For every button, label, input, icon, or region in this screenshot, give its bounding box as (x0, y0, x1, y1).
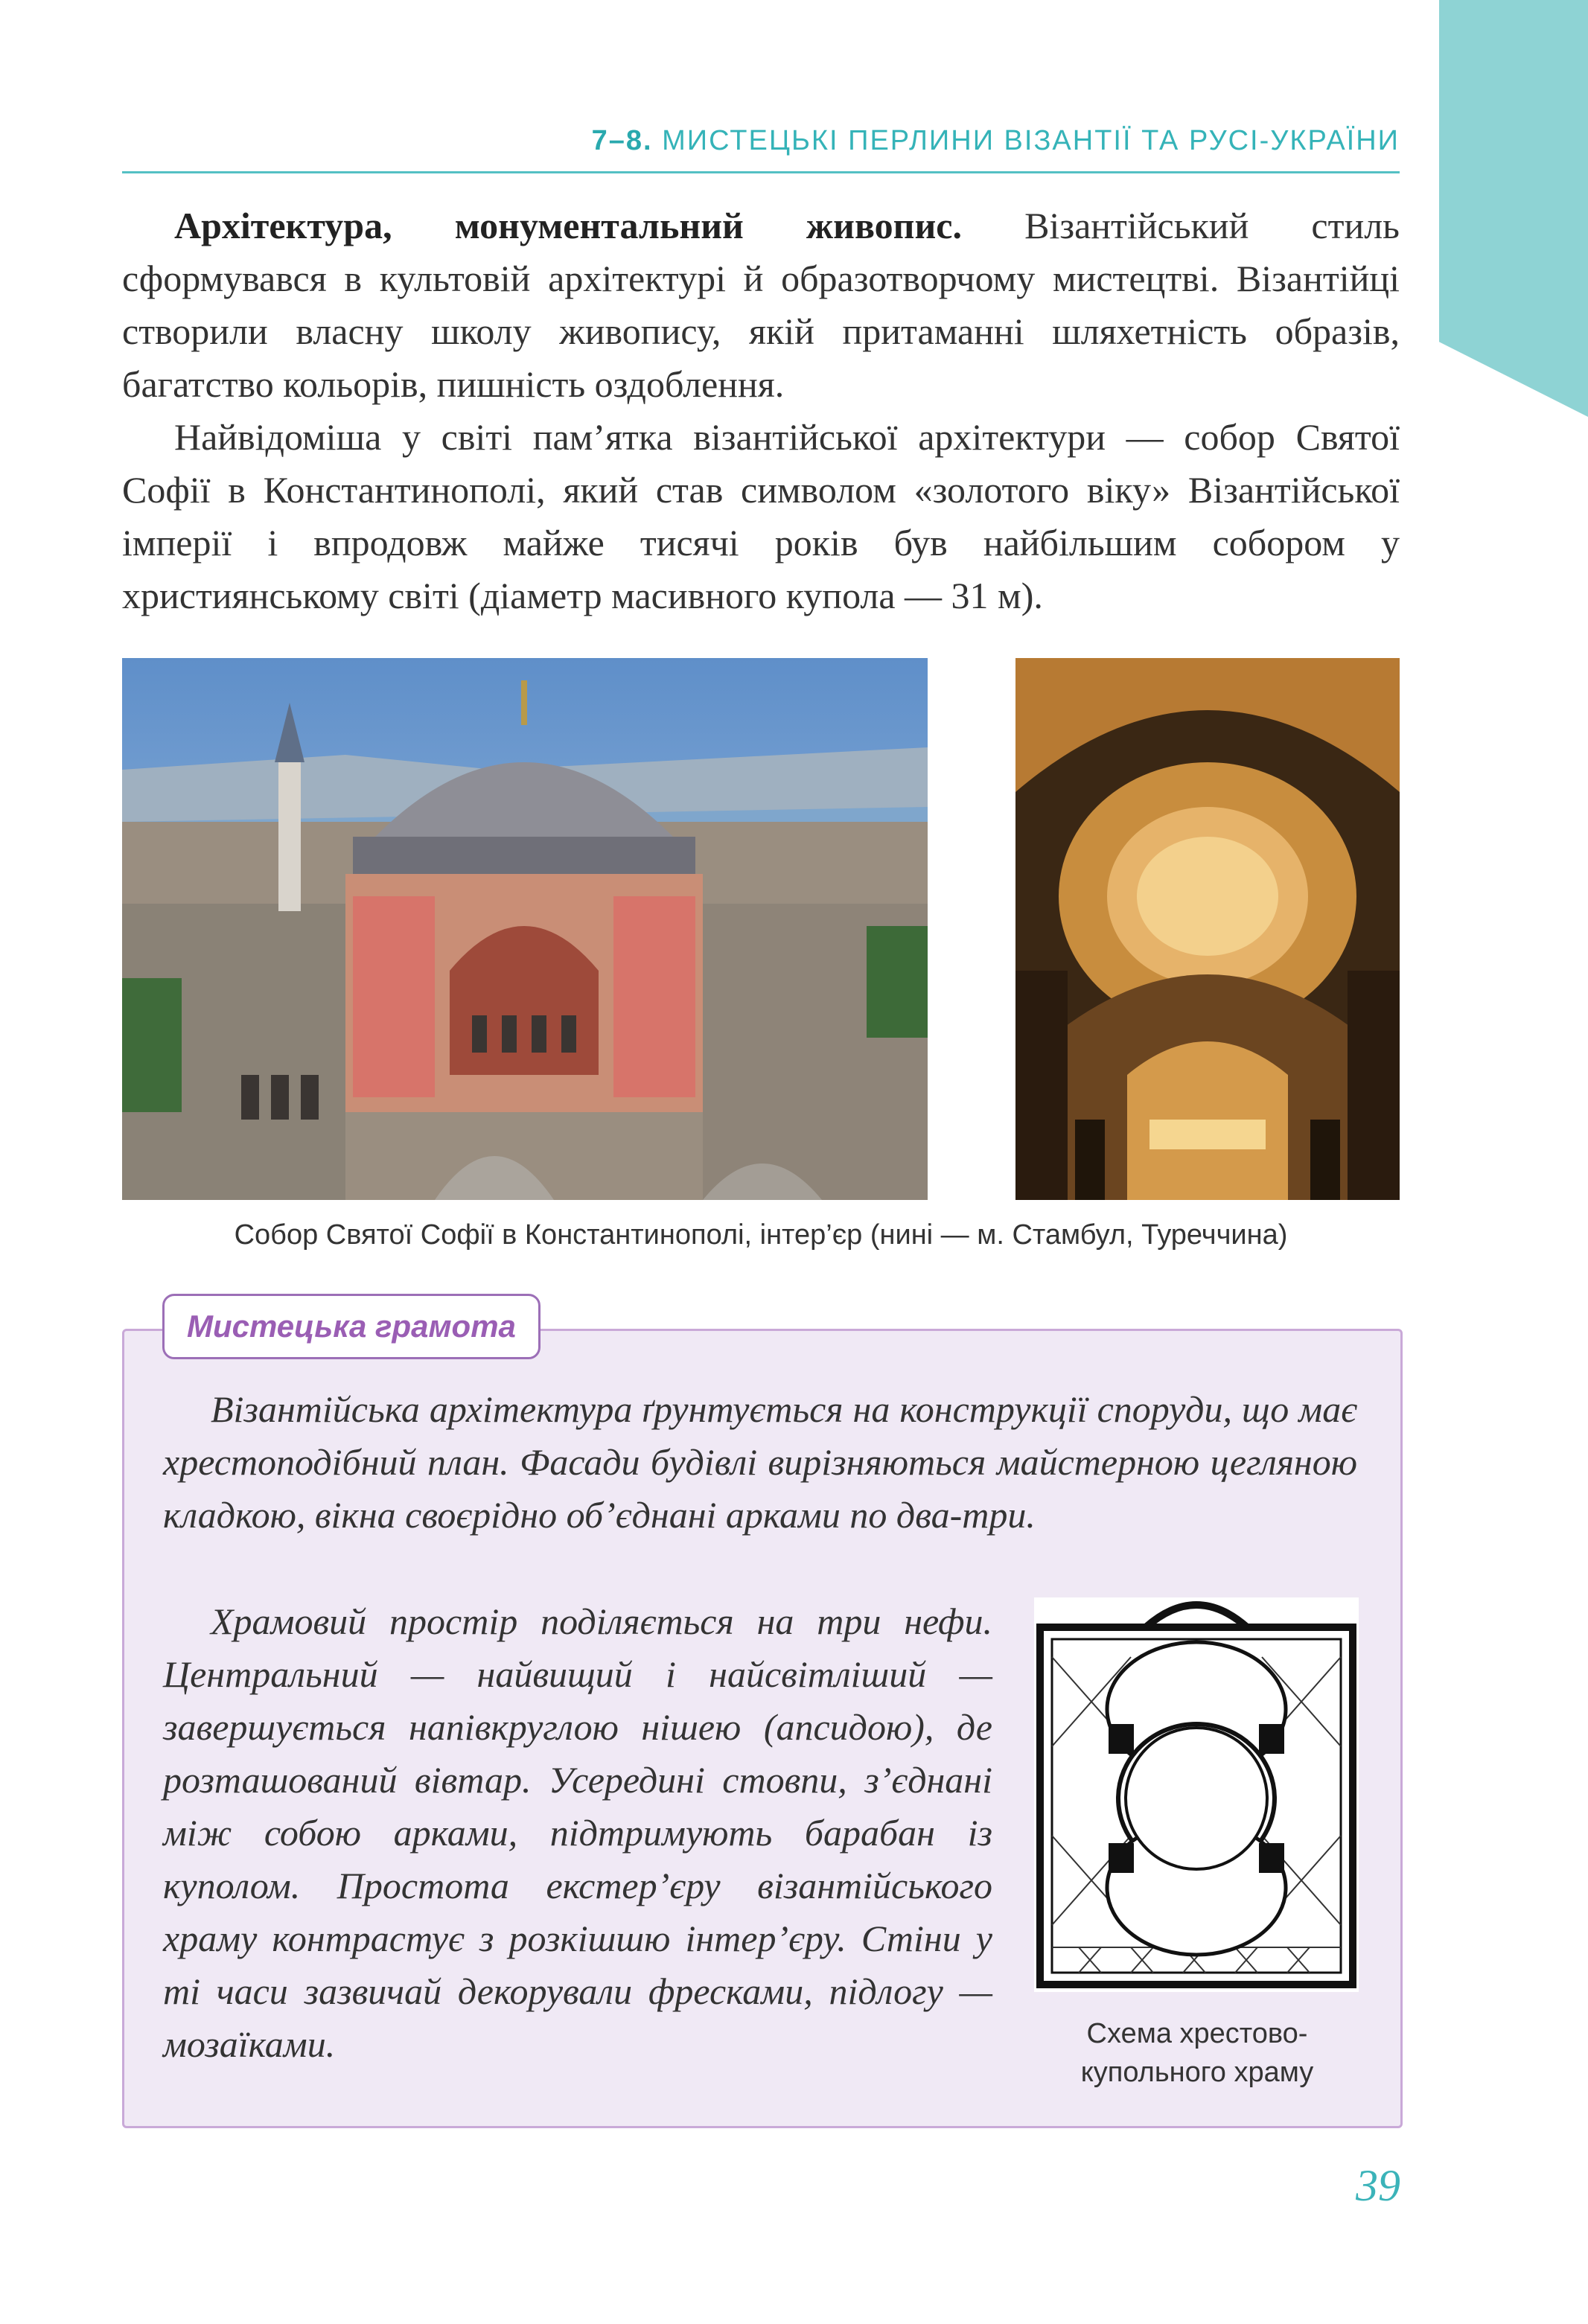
page-number: 39 (1356, 2161, 1400, 2210)
intro-paragraph-1 (122, 199, 1400, 411)
intro-paragraph-1-text: Візантійський стиль сформувався в культовій архітектурі й образотворчому мистецтві. Візантійці створили власну школу живопису, якій притаманні шляхетність образів, багатство кольорів, пишність оздоблення. (122, 205, 1400, 405)
box-paragraph-2: Храмовий простір поділяється на три нефи. Центральний — найвищий і найсвітліший — завершується напівкруглою нішею (апсидою), де розташований вівтар. Усередині стовпи, з’єднані між собою арками, підтримують барабан із куполом. Простота екстер’єру візантійського храму контрастує з розкішшю інтер’єру. Стіни у ті часи зазвичай декорували фресками, підлогу — мозаїками. (163, 1600, 992, 2065)
photo-caption: Собор Святої Софії в Константинополі, інтер’єр (нині — м. Стамбул, Туреччина) (234, 1219, 1288, 1251)
chapter-title-text: МИСТЕЦЬКІ ПЕРЛИНИ ВІЗАНТІЇ ТА РУСІ-УКРАЇНИ (662, 125, 1400, 156)
plan-caption-line-2: купольного храму (1080, 2057, 1314, 2088)
intro-paragraph-2: Найвідоміша у світі пам’ятка візантійської архітектури — собор Святої Софії в Константинополі, який став символом «золотого віку» Візантійської імперії і впродовж майже тисячі років був найбільшим собором у християнському світі (діаметр масивного купола — 31 м). (122, 416, 1400, 616)
art-literacy-label: Мистецька грамота (162, 1294, 541, 1359)
chapter-tab (1439, 0, 1588, 417)
chapter-number: 7–8. (591, 125, 653, 156)
plan-caption (1015, 2014, 1380, 2092)
running-header (122, 119, 1400, 173)
interior-photo (1015, 658, 1400, 1200)
cross-dome-plan-diagram (1034, 1597, 1359, 1992)
section-heading: Архітектура, монументальний живопис. (174, 205, 962, 246)
art-literacy-box (122, 1329, 1403, 2128)
intro-text (122, 199, 1400, 622)
chapter-title (592, 125, 1400, 157)
box-paragraph-1: Візантійська архітектура ґрунтується на конструкції споруди, що має хрестоподібний план. Фасади будівлі вирізняються майстерною цегляною кладкою, вікна своєрідно об’єднані арками по два-три. (163, 1388, 1357, 1536)
exterior-photo (122, 658, 928, 1200)
plan-caption-line-1: Схема хрестово- (1086, 2018, 1308, 2049)
